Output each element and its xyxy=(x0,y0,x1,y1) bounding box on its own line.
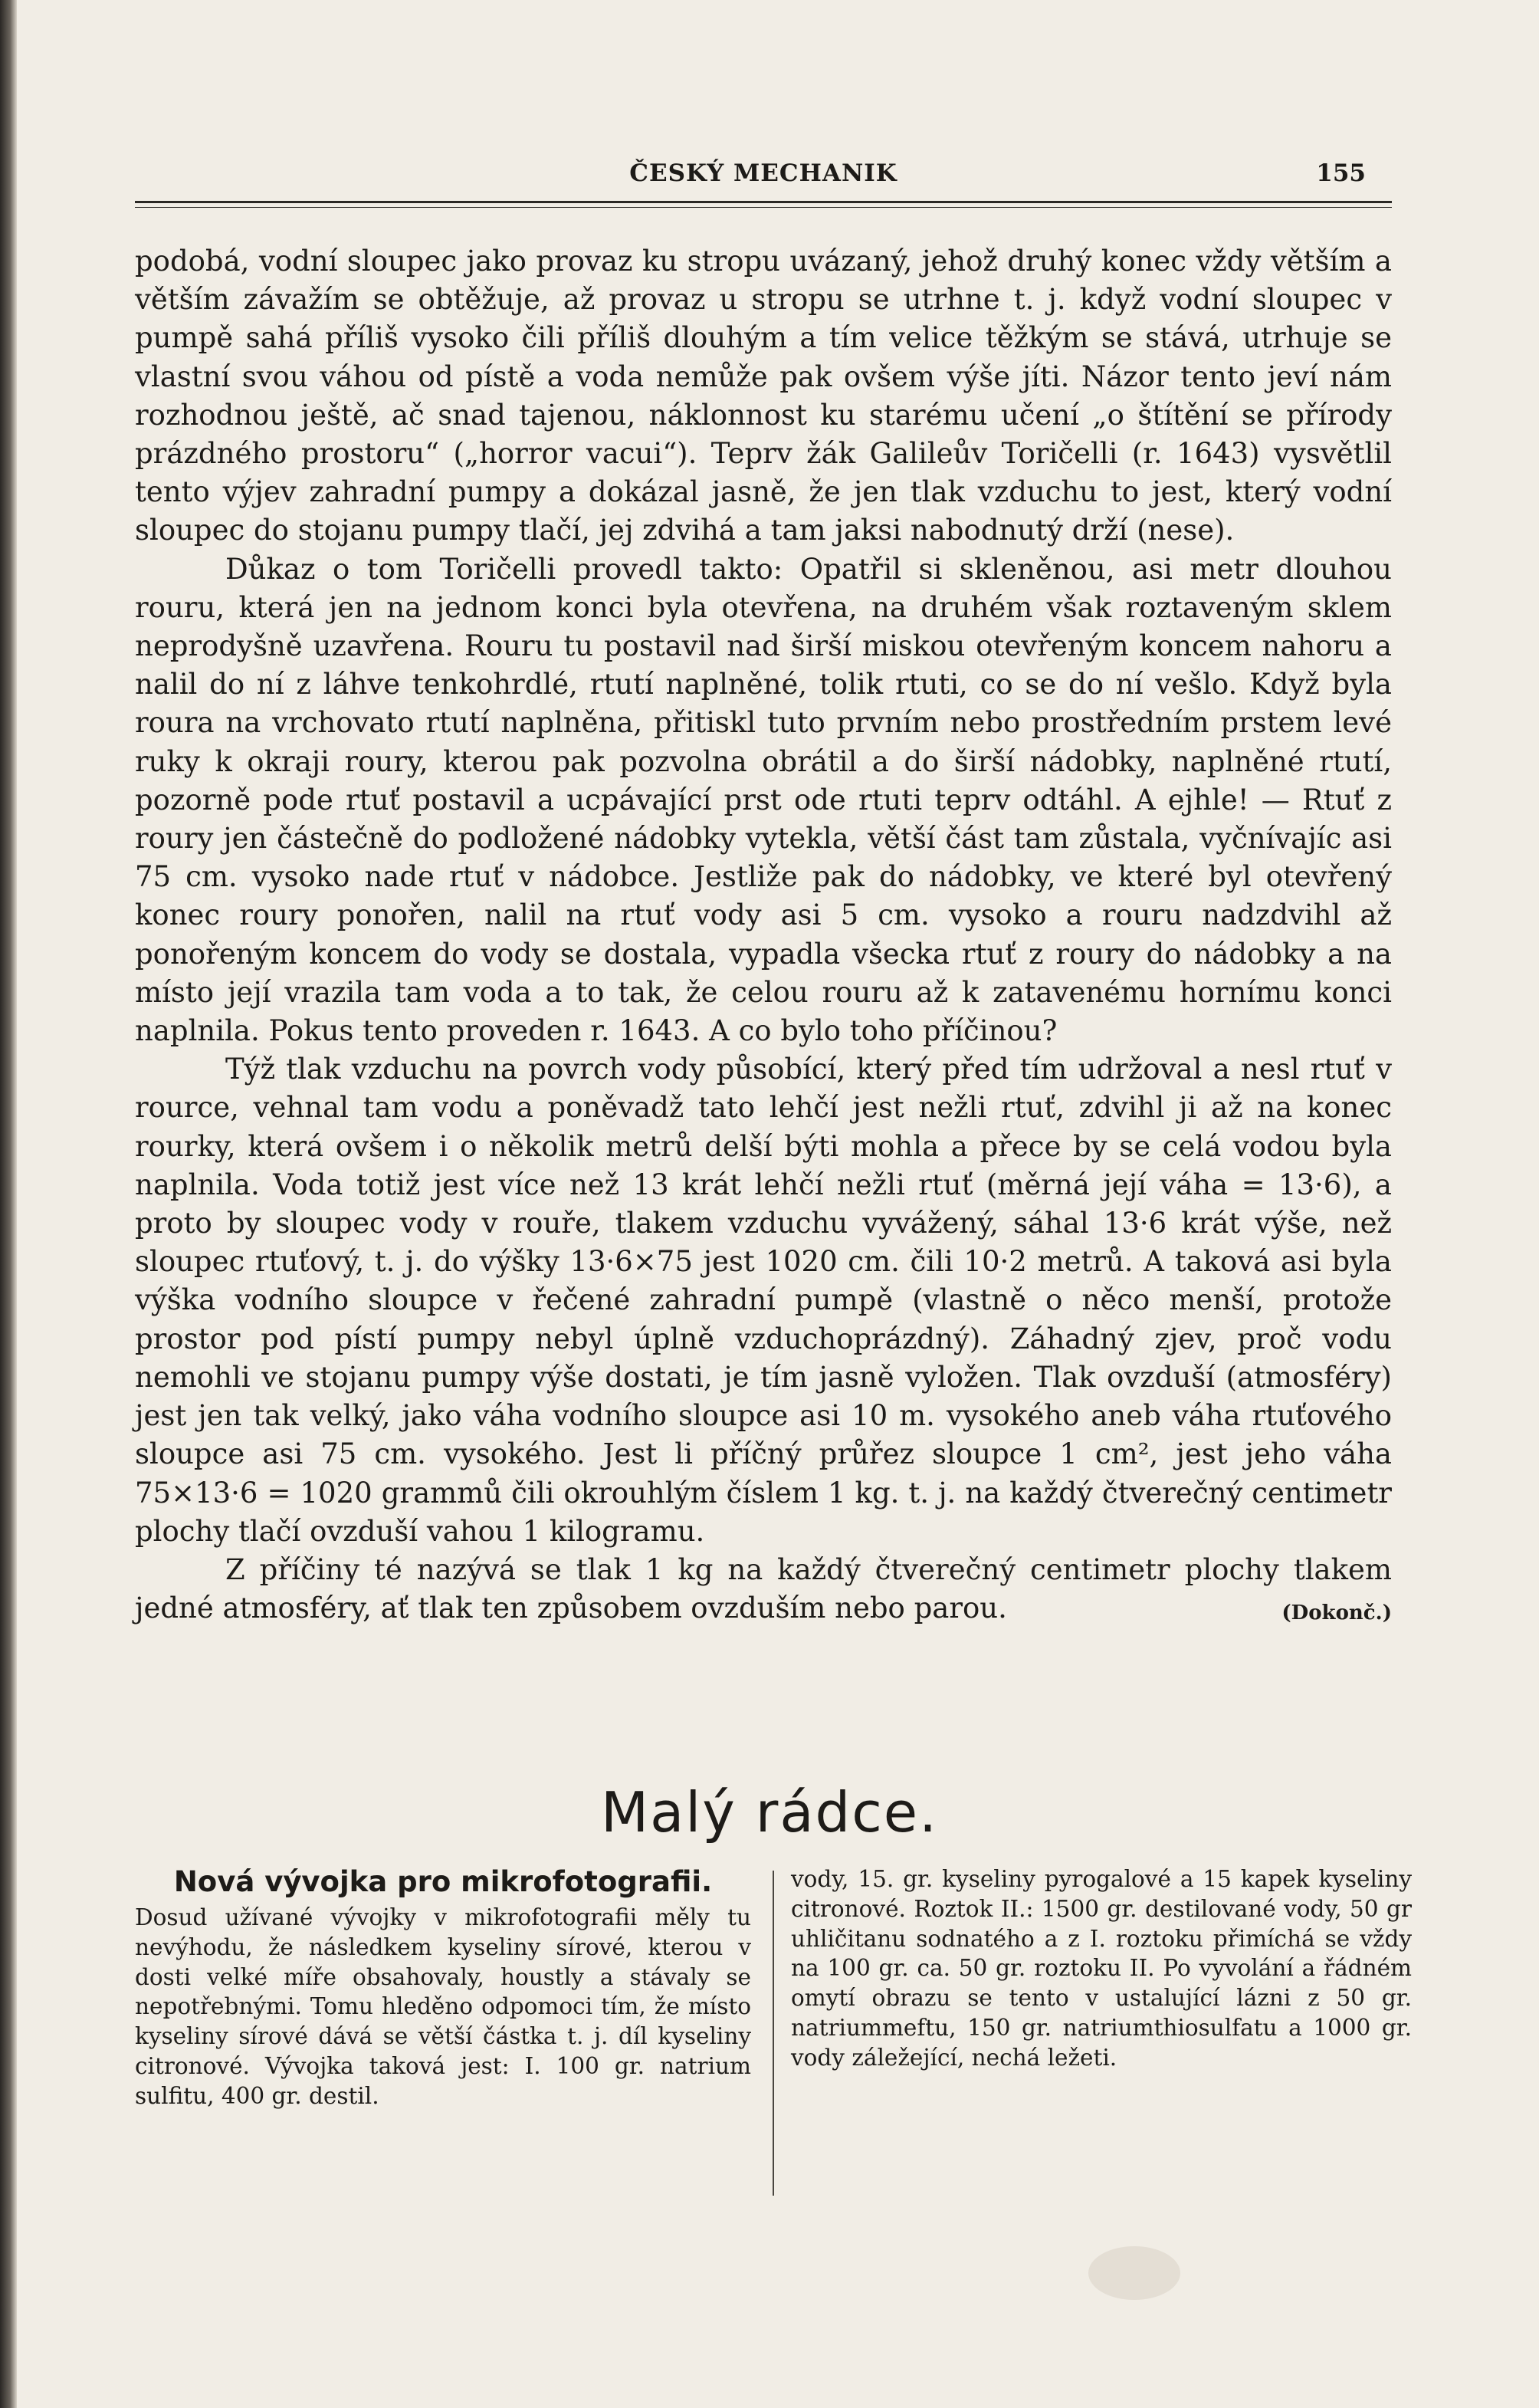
running-header xyxy=(135,153,1392,193)
article-paragraph: podobá, vodní sloupec jako provaz ku stropu uvázaný, jehož druhý konec vždy větším a větším závažím se obtěžuje, až provaz u stropu se utrhne t. j. když vodní sloupec v pumpě sahá příliš vysoko čili příliš dlouhým a tím velice těžkým se stává, utrhuje se vlastní svou váhou od pístě a voda nemůže pak ovšem výše jíti. Názor tento jeví nám rozhodnou ještě, ač snad tajenou, náklonnost ku starému učení „o štítění se přírody prázdného prostoru“ („horror vacui“). Teprv žák Galileův Toričelli (r. 1643) vysvětlil tento výjev zahradní pumpy a dokázal jasně, že jen tlak vzduchu to jest, který vodní sloupec do stojanu pumpy tlačí, jej zdvihá a tam jaksi nabodnutý drží (nese). xyxy=(135,245,1392,547)
column-divider xyxy=(773,1871,774,2196)
article-paragraph: Důkaz o tom Toričelli provedl takto: Opatřil si skleněnou, asi metr dlouhou rouru, která jen na jednom konci byla otevřena, na druhém však roztaveným sklem neprodyšně uzavřena. Rouru tu postavil nad širší miskou otevřeným koncem nahoru a nalil do ní z láhve tenkohrdlé, rtutí naplněné, tolik rtuti, co se do ní vešlo. Když byla roura na vrchovato rtutí naplněna, přitiskl tuto prvním nebo prostředním prstem levé ruky k okraji roury, kterou pak pozvolna obrátil a do širší nádobky, naplněné rtutí, pozorně pode rtuť postavil a ucpávající prst ode rtuti teprv odtáhl. A ejhle! — Rtuť z roury jen částečně do podložené nádobky vytekla, větší část tam zůstala, vyčnívajíc asi 75 cm. vysoko nade rtuť v nádobce. Jestliže pak do nádobky, ve které byl otevřený konec roury ponořen, nalil na rtuť vody asi 5 cm. vysoko a rouru nadzdvihl až ponořeným koncem do vody se dostala, vypadla všecka rtuť z roury do nádobky a na místo její vrazila tam voda a to tak, že celou rouru až k zatavenému hornímu konci naplnila. Pokus tento proveden r. 1643. A co bylo toho příčinou? xyxy=(135,552,1392,1048)
book-spine-shadow xyxy=(0,0,17,2408)
article-paragraph-text: Z příčiny té nazývá se tlak 1 kg na každý čtverečný centimetr plochy tlakem jedné atmosféry, ať tlak ten způsobem ovzduším nebo parou. xyxy=(135,1552,1392,1625)
left-column xyxy=(135,1864,751,2111)
article-paragraph-last xyxy=(135,1551,1392,1628)
right-column-text: vody, 15. gr. kyseliny pyrogalové a 15 kapek kyseliny citronové. Roztok II.: 1500 gr. destilované vody, 50 gr uhličitanu sodnatého a z I. roztoku přimíchá se vždy na 100 gr. ca. 50 gr. roztoku II. Po vyvolání a řádném omytí obrazu se tento v ustalující lázni z 50 gr. natriummeftu, 150 gr. natriumthiosulfatu a 1000 gr. vody záležející, nechá ležeti. xyxy=(791,1866,1412,2071)
right-column xyxy=(791,1864,1412,2073)
header-rule-thin xyxy=(135,207,1392,208)
article-paragraph: Týž tlak vzduchu na povrch vody působící, který před tím udržoval a nesl rtuť v rource, vehnal tam vodu a poněvadž tato lehčí jest nežli rtuť, zdvihl ji až na konec rourky, která ovšem i o několik metrů delší býti mohla a přece by se celá vodou byla naplnila. Voda totiž jest více než 13 krát lehčí nežli rtuť (měrná její váha = 13·6), a proto by sloupec vody v rouře, tlakem vzduchu vyvážený, sáhal 13·6 krát výše, než sloupec rtuťový, t. j. do výšky 13·6×75 jest 1020 cm. čili 10·2 metrů. A taková asi byla výška vodního sloupce v řečené zahradní pumpě (vlastně o něco menší, protože prostor pod pístí pumpy nebyl úplně vzduchoprázdný). Záhadný zjev, proč vodu nemohli ve stojanu pumpy výše dostati, je tím jasně vyložen. Tlak ovzduší (atmosféry) jest jen tak velký, jako váha vodního sloupce asi 10 m. vysokého aneb váha rtuťového sloupce asi 75 cm. vysokého. Jest li příčný průřez sloupce 1 cm², jest jeho váha 75×13·6 = 1020 grammů čili okrouhlým číslem 1 kg. t. j. na každý čtverečný centimetr plochy tlačí ovzduší vahou 1 kilogramu. xyxy=(135,1053,1392,1548)
section-title: Malý rádce. xyxy=(601,1780,938,1845)
article-body xyxy=(135,242,1392,1632)
column-heading: Nová vývojka pro mikrofotografii. xyxy=(173,1865,713,1898)
running-title: ČESKÝ MECHANIK xyxy=(629,159,897,187)
continuation-note: (Dokonč.) xyxy=(1281,1602,1392,1625)
header-rule xyxy=(135,201,1392,203)
page-number: 155 xyxy=(1316,159,1366,187)
left-column-text: Dosud užívané vývojky v mikrofotografii měly tu nevýhodu, že následkem kyseliny sírové, kterou v dosti velké míře obsahovaly, houstly a stávaly se nepotřebnými. Tomu hleděno odpomoci tím, že místo kyseliny sírové dává se větší částka t. j. díl kyseliny citronové. Vývojka taková jest: I. 100 gr. natrium sulfitu, 400 gr. destil. xyxy=(135,1904,751,2109)
paper-stain xyxy=(1088,2246,1180,2300)
